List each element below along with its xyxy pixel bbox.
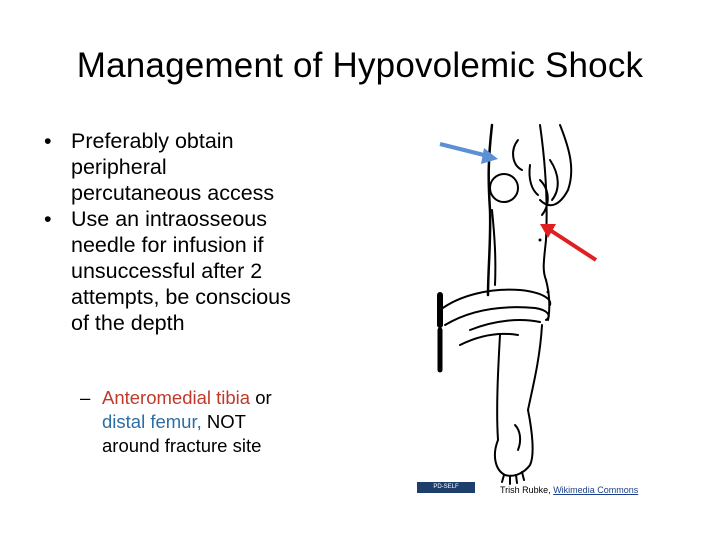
femur-site-text: distal femur,: [102, 411, 202, 432]
wikimedia-commons-link[interactable]: Wikimedia Commons: [553, 485, 639, 495]
bullet-line: Use an intraosseous: [71, 207, 267, 231]
red-arrow-icon: [540, 224, 596, 260]
slide-title: Management of Hypovolemic Shock: [76, 46, 644, 85]
bullet-marker: •: [44, 129, 52, 153]
bullet-line: attempts, be conscious: [71, 285, 291, 309]
bullet-line: needle for infusion if: [71, 233, 264, 257]
image-credit: [500, 485, 638, 495]
bullet-item: [44, 128, 344, 206]
sub-bullet-or: or: [250, 387, 272, 408]
license-badge: PD-SELF: [417, 482, 475, 493]
sub-bullet-marker: –: [80, 387, 91, 408]
bullet-line: unsuccessful after 2: [71, 259, 263, 283]
bullet-list: [44, 128, 344, 336]
bullet-line: of the depth: [71, 311, 185, 335]
bullet-line: Preferably obtain: [71, 129, 234, 153]
sub-bullet: [80, 386, 330, 458]
credit-author: Trish Rubke,: [500, 485, 554, 495]
intraosseous-leg-illustration: [400, 120, 630, 490]
bullet-item: [44, 206, 344, 336]
tibia-site-text: Anteromedial tibia: [102, 387, 251, 408]
sub-bullet-not: NOT: [201, 411, 246, 432]
bullet-line: peripheral: [71, 155, 167, 179]
bullet-marker: •: [44, 207, 52, 231]
sub-bullet-line: around fracture site: [102, 435, 262, 456]
bullet-line: percutaneous access: [71, 181, 275, 205]
